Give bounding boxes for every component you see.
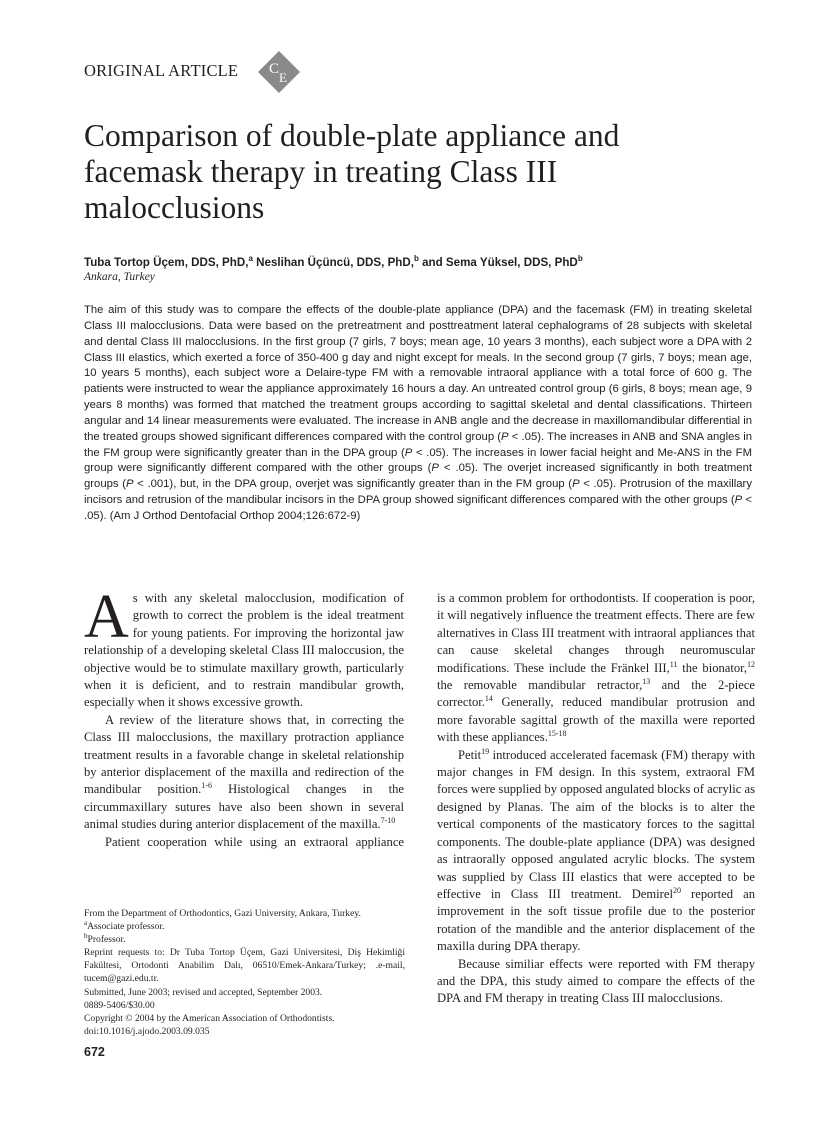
text-run: Patient cooperation while using an extraoral appliance (105, 834, 404, 849)
text-run: doi:10.1016/j.ajodo.2003.09.035 (84, 1025, 210, 1037)
author: and Sema Yüksel, DDS, PhD$^b$ (418, 254, 583, 269)
citation-superscript: 1-6 (201, 781, 212, 791)
text-run: 0889-5406/$30.00 (84, 999, 155, 1011)
ce-logo (257, 50, 301, 94)
text-run: P (125, 478, 134, 491)
citation-superscript: 12 (747, 659, 756, 669)
author: Neslihan Üçüncü, DDS, PhD,$^b$ (252, 254, 419, 269)
logo-letter-e: E (279, 70, 287, 85)
text-run: < .05). The overjet increased significantly in both treatment groups ( (84, 462, 753, 491)
text-run: P (501, 430, 509, 443)
text-run: the removable mandibular retractor, (437, 678, 643, 693)
text-run: P (431, 462, 439, 475)
citation-superscript: 13 (642, 676, 651, 686)
text-run: < .05). Protrusion of the maxillary incisors and retrusion of the mandibular incisors in the DPA group showed significant differences compared with the other groups ( (84, 478, 752, 507)
author-list (84, 254, 583, 269)
body-paragraph (437, 747, 755, 956)
section-label: ORIGINAL ARTICLE (84, 61, 239, 80)
text-run: the bionator, (677, 660, 748, 675)
citation-superscript: b (84, 932, 88, 940)
body-paragraph (84, 712, 404, 834)
text-run: The aim of this study was to compare the effects of the double-plate appliance (DPA) and the facemask (FM) in treating skeletal Class III malocclusions. Data were based on the pretreatment and posttreatment lateral cephalograms of 28 subjects with skeletal and dental Class III malocclusions. In the first group (7 girls, 7 boys; mean age, 10 years 3 months), each subject wore a DPA with 2 Class III elastics, which exerted a force of 350-400 g day and night except for meals. In the second group (7 girls, 7 boys; mean age, 10 years 5 months), each subject wore a Delaire-type FM with a removable intraoral appliance with a total force of 600 g. The patients were instructed to wear the appliance approximately 16 hours a day. An untreated control group (6 girls, 8 boys; mean age, 9 years 8 months) was formed that matched the treatment groups according to sagittal skeletal and dental classifications. Thirteen angular and 14 linear measurements were evaluated. The increase in ANB angle and the decrease in maxillomandibular differential in the treated groups showed significant differences compared with the control group ( (84, 304, 752, 443)
footnotes (84, 907, 405, 1038)
text-run: < .05). The increases in ANB and SNA angles in the FM group were significantly greater than in the DPA group ( (84, 430, 752, 459)
text-run: < .001), but, in the DPA group, overjet was significantly greater than in the FM group ( (133, 478, 573, 491)
logo-letter-c: C (269, 61, 280, 77)
footnote-affiliation (84, 907, 405, 920)
footnote-b (84, 933, 405, 946)
text-run: Petit (458, 747, 482, 762)
text-run: s with any skeletal malocclusion, modification of growth to correct the problem is the ideal treatment for young patients. For improving the horizontal jaw relationship of a developing skeletal Class III maloccusion, the objective would be to stimulate maxillary growth, particularly when it is deficient, and to restrain mandibular growth, especially when it shows excessive growth. (84, 591, 404, 710)
text-run: Associate professor. (87, 921, 165, 933)
text-run: A review of the literature shows that, in correcting the Class III malocclusions, the maxillary protraction appliance treatment results in a favorable change in skeletal relationship by anterior displacement of the maxilla and redirection of the mandibular position. (84, 712, 404, 797)
text-run: Generally, reduced mandibular protrusion and more favorable sagittal growth of the maxilla were reported with these appliances. (437, 695, 755, 745)
text-run: is a common problem for orthodontists. If cooperation is poor, it will negatively influence the treatment effects. There are few alternatives in Class III treatment with intraoral appliances that can cause skeletal changes through neuromuscular modifications. These include the Fränkel III, (437, 591, 755, 675)
text-run: P (404, 446, 413, 459)
citation-superscript: 14 (484, 694, 493, 704)
text-run: Copyright © 2004 by the American Association of Orthodontists. (84, 1012, 335, 1024)
body-right-column (437, 590, 755, 1008)
body-paragraph (84, 583, 404, 712)
text-run: From the Department of Orthodontics, Gazi University, Ankara, Turkey. (84, 908, 361, 919)
citation-superscript: 20 (672, 885, 681, 895)
text-run: introduced accelerated facemask (FM) therapy with major changes in FM design. In this system, extraoral FM forces were supplied by opposed angulated blocks of acrylic as designed by Planas. The aim of the blocks is to alter the vertical components of the masticatory forces to the sagittal components. The double-plate appliance (DPA) was designed as intraorally opposed angulated acrylic blocks. The system was supplied by Class III elastics that were accepted to be effective in Class III treatment. Demirel (437, 747, 755, 901)
author: Tuba Tortop Üçem, DDS, PhD,$^a$ (84, 254, 253, 269)
body-paragraph (84, 834, 404, 851)
footnote-submitted (84, 986, 405, 999)
citation-superscript: 15-18 (547, 729, 567, 739)
text-run: reported an improvement in the soft tissue profile due to the posterior rotation of the mandible and the anterior displacement of the maxilla during DPA therapy. (437, 886, 755, 954)
footnote-issn (84, 999, 405, 1012)
author-location: Ankara, Turkey (84, 271, 155, 283)
page-number: 672 (84, 1045, 105, 1059)
footnote-doi (84, 1025, 405, 1038)
text-run: < .05). (Am J Orthod Dentofacial Orthop 2004;126:672-9) (84, 494, 752, 522)
citation-superscript: 11 (669, 659, 678, 669)
text-run: Reprint requests to: Dr Tuba Tortop Üçem, Gazi Universitesi, Diş Hekimliği Fakültesi, Ortodonti Anabilim Dalı, 06510/Emek-Ankara/Turkey; .e-mail, tucem@gazi.edu.tr. (84, 947, 405, 985)
text-run: and the 2-piece corrector. (437, 678, 755, 710)
text-run: P (572, 478, 580, 491)
drop-cap: A (84, 583, 129, 651)
footnote-copyright (84, 1012, 405, 1025)
citation-superscript: a (84, 918, 88, 927)
text-run: Because similiar effects were reported with FM therapy and the DPA, this study aimed to compare the effects of the DPA and FM therapy in treating Class III malocclusions. (437, 956, 755, 1006)
body-left-column (84, 583, 404, 851)
text-run: P (734, 494, 743, 507)
footnote-reprint (84, 946, 405, 985)
article-title: Comparison of double-plate appliance and facemask therapy in treating Class III malocclusions (84, 118, 620, 225)
text-run: Submitted, June 2003; revised and accepted, September 2003. (84, 986, 323, 998)
text-run: < .05). The increases in lower facial height and Me-ANS in the FM group were significantly different compared with the other groups ( (84, 446, 752, 475)
text-run: Professor. (87, 934, 126, 946)
citation-superscript: 19 (481, 746, 490, 756)
text-run: Histological changes in the circummaxillary sutures have also been shown in several animal studies during anterior displacement of the maxilla. (84, 782, 404, 832)
abstract (84, 303, 752, 525)
footnote-a (84, 920, 405, 933)
citation-superscript: 7-10 (380, 816, 396, 826)
body-paragraph (437, 956, 755, 1008)
body-paragraph (437, 590, 755, 747)
